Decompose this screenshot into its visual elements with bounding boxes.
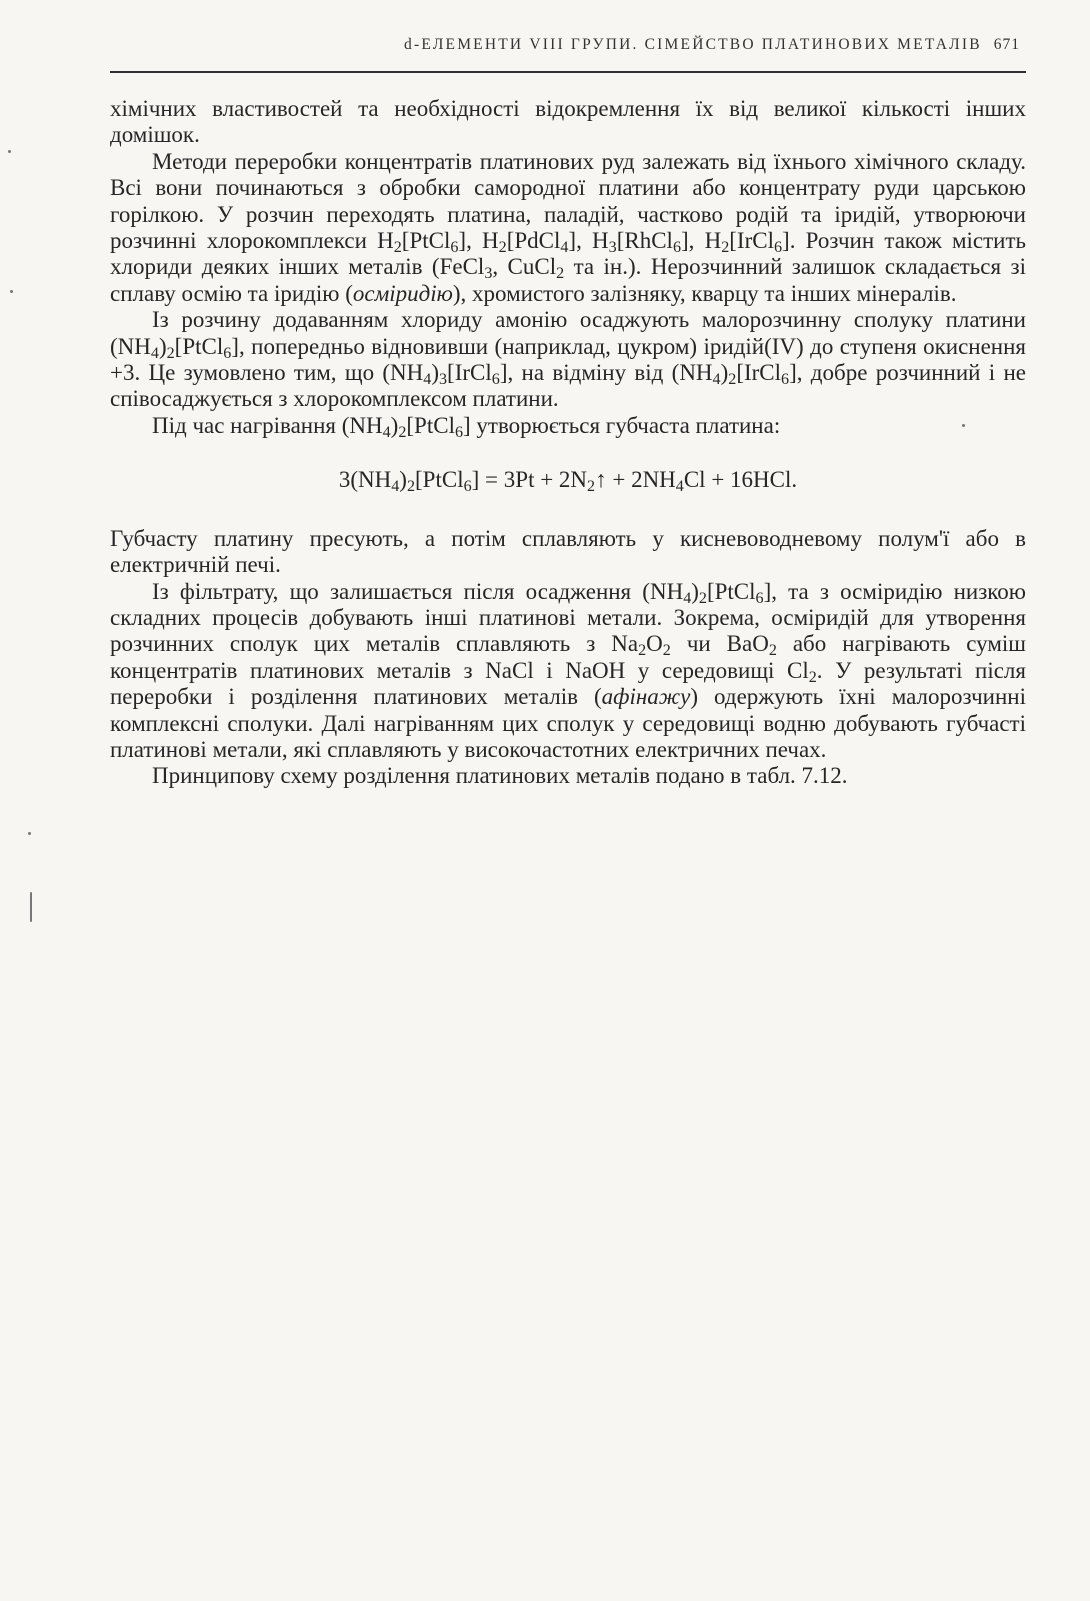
chemical-equation: $3(NH_4)_2[PtCl_6] = 3Pt$ + $2N_2↑ + 2NH_4Cl + 16HCl$.: [338, 467, 798, 496]
running-header: [110, 36, 1020, 54]
body-text: [110, 96, 1026, 790]
page-number: 671: [993, 36, 1020, 53]
paragraph: Губчасту платину пресують, а потім сплавляють у кисневоводневому полум'ї або в електричній печі.: [110, 525, 1026, 578]
paragraph: Принципову схему розділення платинових металів подано в табл. 7.12.: [152, 763, 848, 789]
paragraph: Із розчину додаванням хлориду амонію осаджують малорозчинну сполуку платини $(NH_4)_2[PtCl_6]$, попередньо відновивши (наприклад, цукром) іридій(IV) до ступеня окиснення +3. Це зумовлено тим, що $(NH_4)_3[IrCl_6]$, на відміну від $(NH_4)_2[IrCl_6]$, добре розчинний і не співосаджується з хлорокомплексом платини.: [110, 307, 1027, 412]
running-title: d-ЕЛЕМЕНТИ VIII ГРУПИ. СІМЕЙСТВО ПЛАТИНОВИХ МЕТАЛІВ: [404, 36, 982, 53]
header-rule: [110, 71, 1026, 73]
paragraph: Під час нагрівання $(NH_4)_2[PtCl_6]$ утворюється губчаста платина:: [152, 412, 781, 441]
paragraph: хімічних властивостей та необхідності відокремлення їх від великої кількості інших домішок.: [110, 96, 1026, 148]
paragraph: Із фільтрату, що залишається після осадження $(NH_4)_2[PtCl_6]$, та з осміридію низкою складних процесів добувають інші платинові метали. Зокрема, осміридій для утворення розчинних сполук цих металів сплавляють з $Na_2O_2$ чи BaO$_2$ або нагрівають суміш концентратів платинових металів з NaCl і NaOH у середовищі $Cl_2$. У результаті після переробки і розділення платинових металів (афінажу) одержують їхні малорозчинні комплексні сполуки. Далі нагріванням цих сполук у середовищі водню добувають губчасті платинові метали, які сплавляють у високочастотних електричних печах.: [110, 578, 1026, 762]
paragraph: Методи переробки концентратів платинових руд залежать від їхнього хімічного складу. Всі вони починаються з обробки самородної платини або концентрату руди царською горілкою. У розчин переходять платина, паладій, частково родій та іридій, утворюючи розчинні хлорокомплекси $H_2[PtCl_6]$, $H_2[PdCl_4]$, $H_3[RhCl_6]$, $H_2[IrCl_6]$. Розчин також містить хлориди деяких інших металів (FeCl$_3$, CuCl$_2$ та ін.). Нерозчинний залишок складається зі сплаву осмію та іридію (осміридію), хромистого залізняку, кварцу та інших мінералів.: [110, 148, 1026, 306]
